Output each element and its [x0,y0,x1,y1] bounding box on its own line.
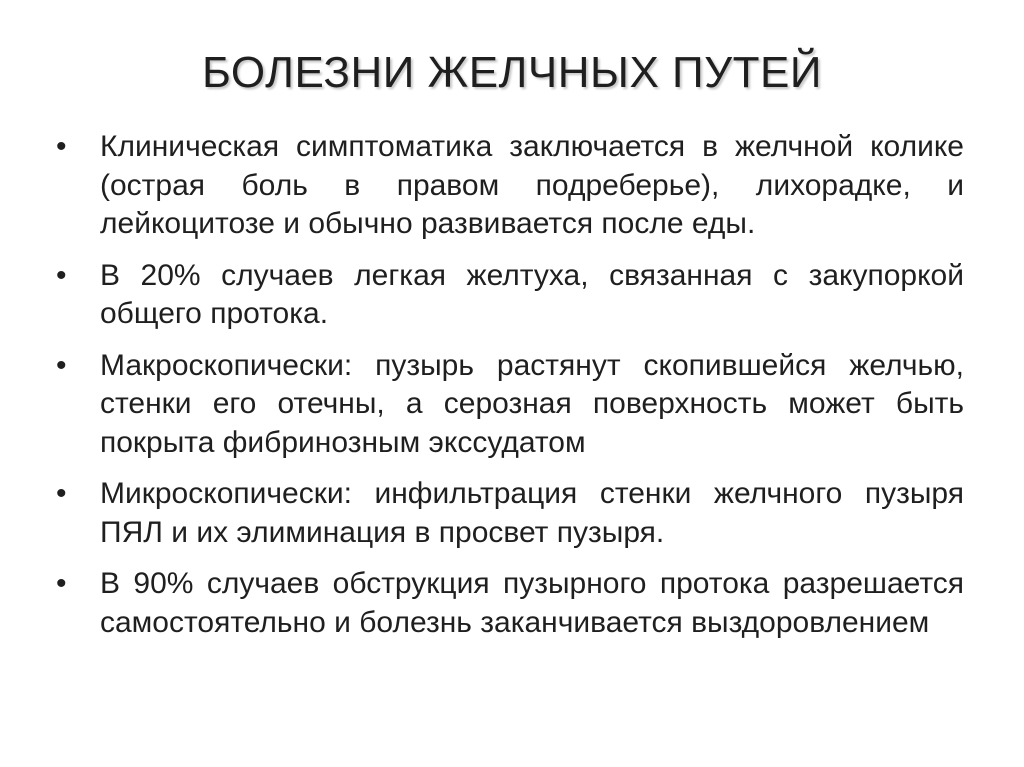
bullet-dot-icon: • [56,477,67,510]
bullet-dot-icon: • [56,130,67,163]
bullet-list [56,128,964,655]
bullet-text: Микроскопически: инфильтрация стенки желчного пузыря ПЯЛ и их элиминация в просвет пузыря. [100,477,964,549]
bullet-item [56,128,964,244]
bullet-text: Клиническая симптоматика заключается в желчной колике (острая боль в правом подреберье), лихорадке, и лейкоцитозе и обычно развивается после еды. [100,130,964,240]
bullet-text: Макроскопически: пузырь растянут скопившейся желчью, стенки его отечны, а серозная поверхность может быть покрыта фибринозным экссудатом [100,348,964,459]
bullet-item [56,257,964,334]
bullet-dot-icon: • [56,258,67,292]
bullet-text: В 20% случаев легкая желтуха, связанная с закупоркой общего протока. [100,258,964,330]
slide-title: БОЛЕЗНИ ЖЕЛЧНЫХ ПУТЕЙ [202,48,822,97]
bullet-dot-icon: • [56,567,67,600]
bullet-text: В 90% случаев обструкция пузырного протока разрешается самостоятельно и болезнь заканчивается выздоровлением [100,567,964,639]
bullet-item [56,475,964,552]
bullet-item [56,347,964,463]
bullet-dot-icon: • [56,348,67,382]
bullet-item [56,565,964,642]
